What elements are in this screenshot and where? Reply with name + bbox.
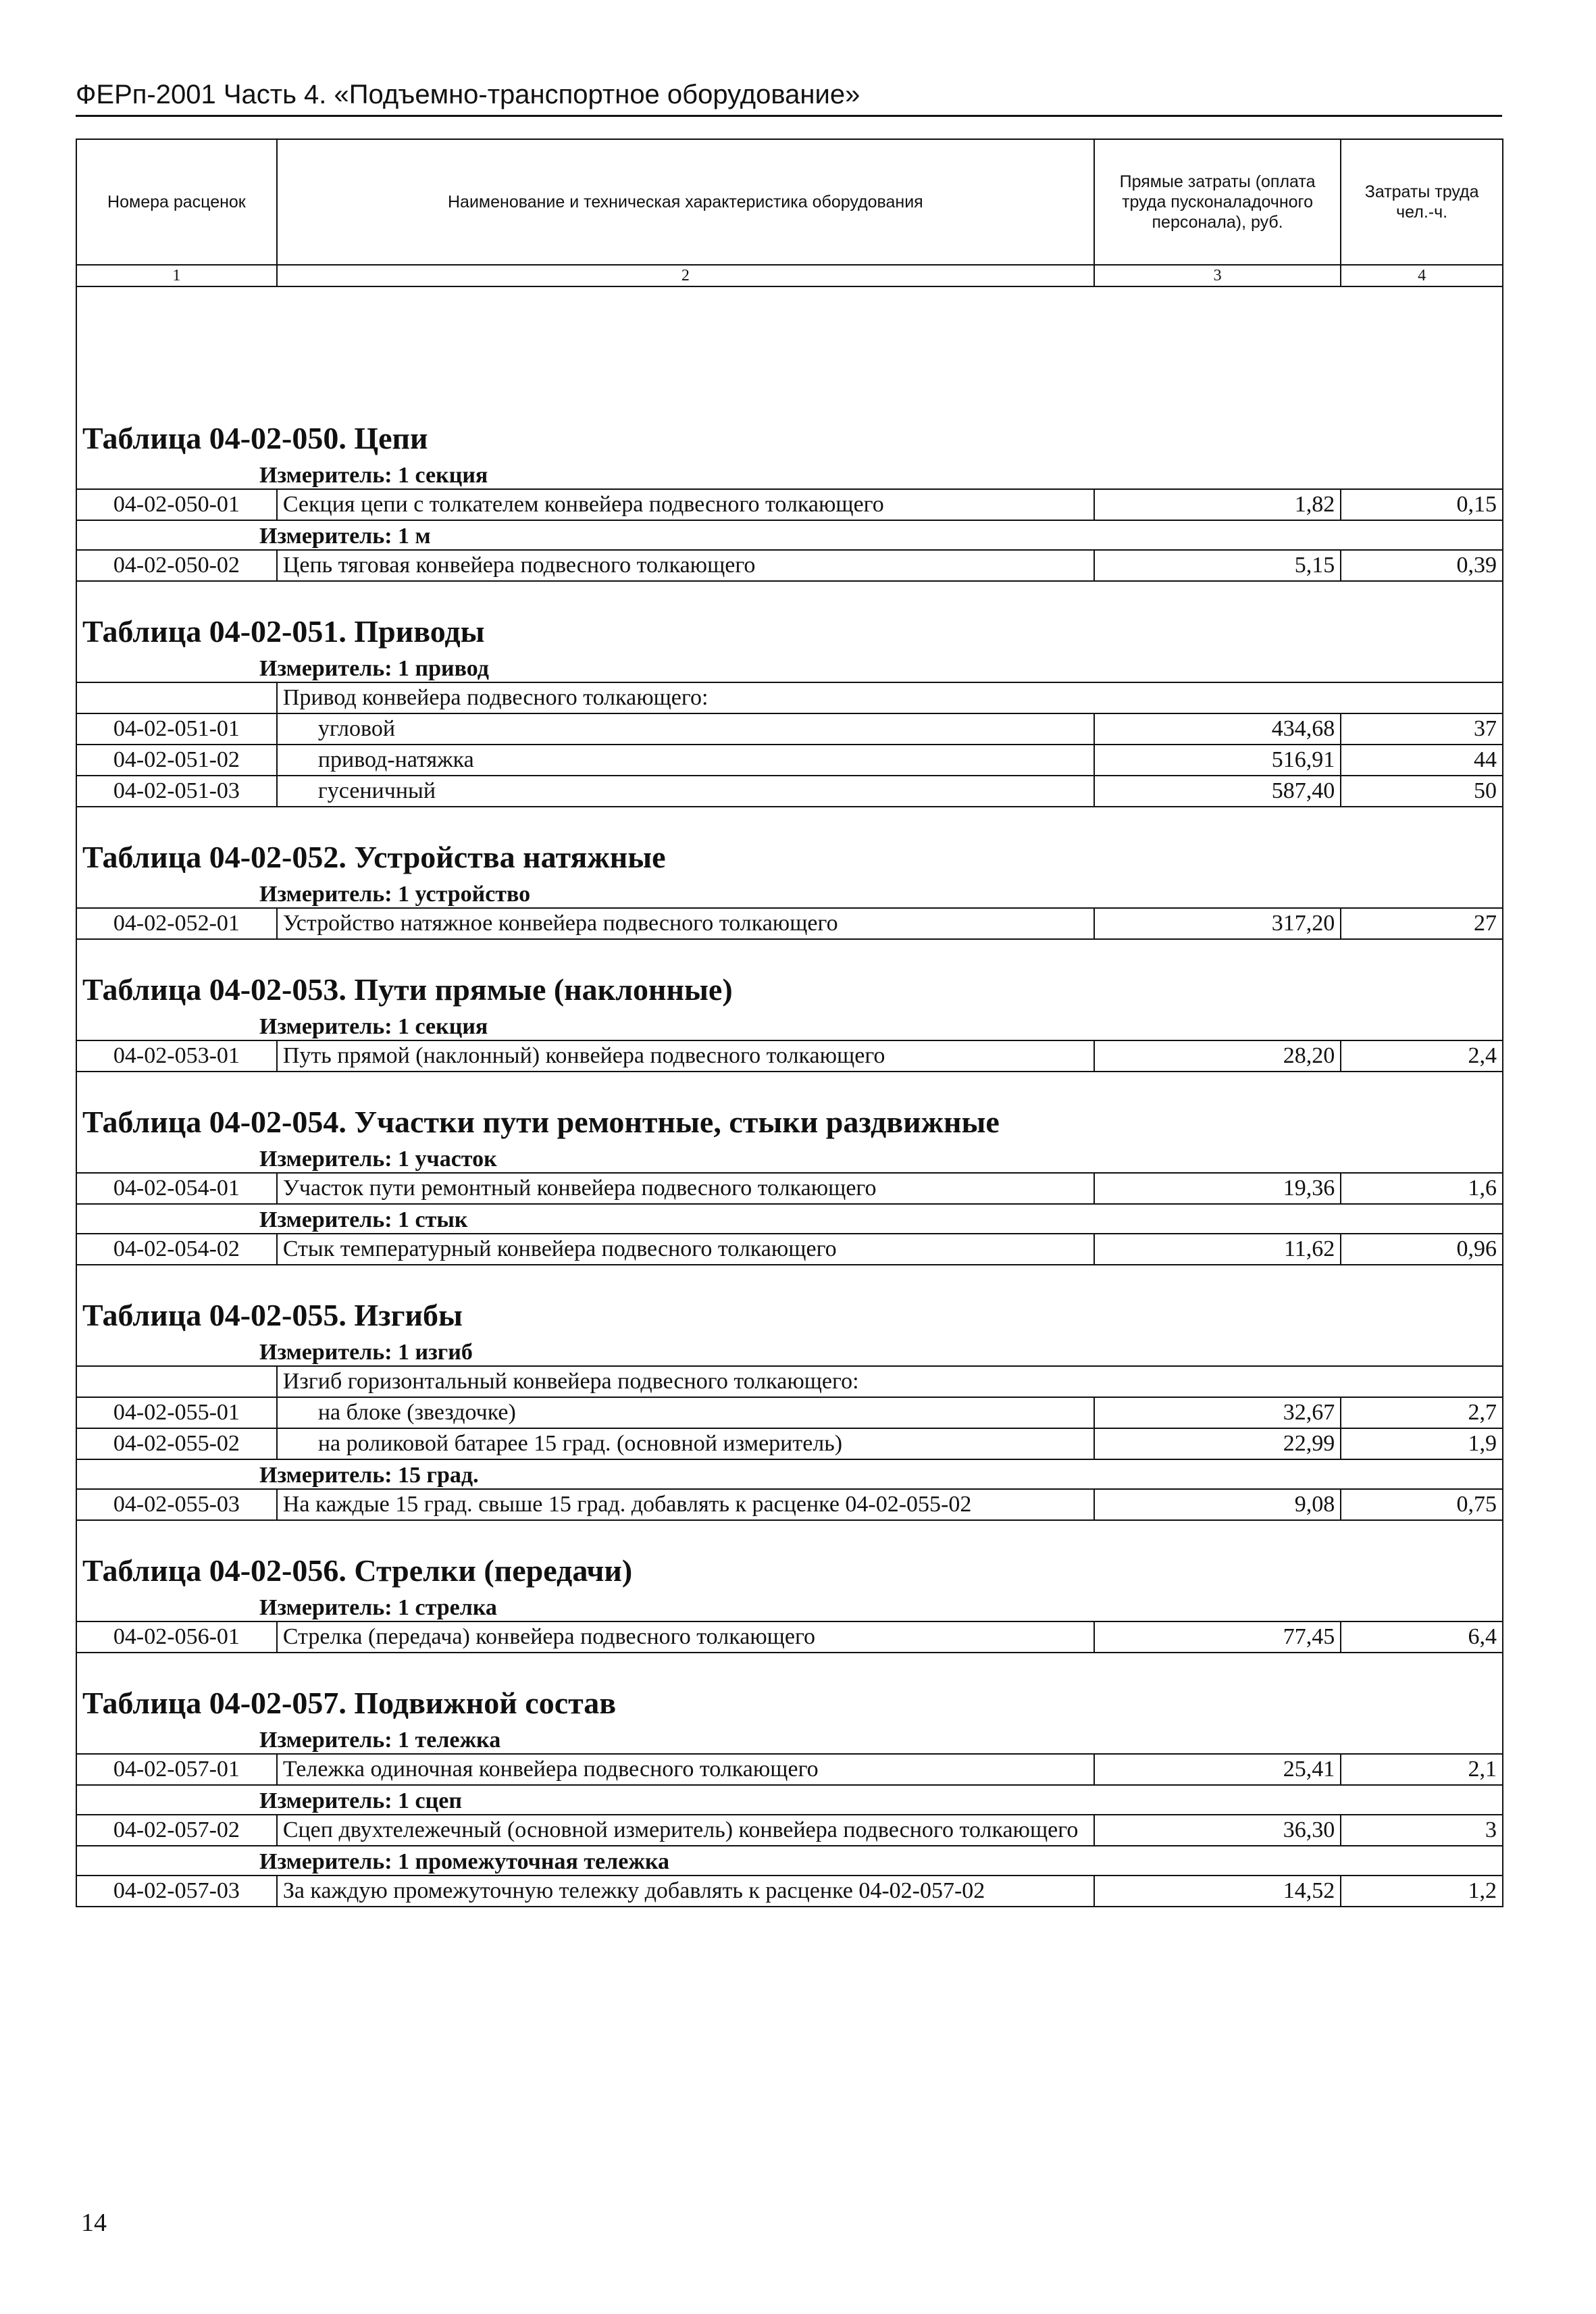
unit-label: Измеритель: 1 привод: [76, 653, 1503, 682]
rate-labor: 0,96: [1341, 1234, 1503, 1265]
table-row: [76, 908, 1503, 939]
section-title: Таблица 04-02-053. Пути прямые (наклонные): [76, 939, 1503, 1011]
rate-cost: 434,68: [1094, 713, 1341, 745]
table-row: [76, 1489, 1503, 1520]
rate-code: 04-02-051-01: [76, 713, 277, 745]
col-index: 1: [76, 265, 277, 286]
rate-cost: 317,20: [1094, 908, 1341, 939]
unit-row: [76, 1144, 1503, 1173]
rate-labor: 1,6: [1341, 1173, 1503, 1204]
group-label: Изгиб горизонтальный конвейера подвесного толкающего:: [277, 1366, 1503, 1397]
rate-labor: 3: [1341, 1815, 1503, 1846]
rate-labor: 2,7: [1341, 1397, 1503, 1428]
rate-labor: 0,15: [1341, 489, 1503, 520]
table-row: [76, 776, 1503, 807]
rate-name: на роликовой батарее 15 град. (основной измеритель): [277, 1428, 1094, 1459]
unit-row: [76, 460, 1503, 489]
rate-code: 04-02-057-02: [76, 1815, 277, 1846]
rate-cost: 5,15: [1094, 550, 1341, 581]
rate-code: 04-02-054-01: [76, 1173, 277, 1204]
group-row: [76, 682, 1503, 713]
rate-cost: 14,52: [1094, 1876, 1341, 1907]
table-row: [76, 1754, 1503, 1785]
rate-name: угловой: [277, 713, 1094, 745]
rate-name: на блоке (звездочке): [277, 1397, 1094, 1428]
unit-row: [76, 1846, 1503, 1876]
unit-row: [76, 1459, 1503, 1489]
rate-code: 04-02-054-02: [76, 1234, 277, 1265]
rate-cost: 1,82: [1094, 489, 1341, 520]
section-title: Таблица 04-02-055. Изгибы: [76, 1265, 1503, 1337]
section-title-row: [76, 1653, 1503, 1725]
section-title: Таблица 04-02-054. Участки пути ремонтные, стыки раздвижные: [76, 1072, 1503, 1144]
section-title-row: [76, 388, 1503, 460]
rate-code: 04-02-050-02: [76, 550, 277, 581]
rate-code: 04-02-055-02: [76, 1428, 277, 1459]
table-header-row: [76, 139, 1503, 265]
unit-label: Измеритель: 1 м: [76, 520, 1503, 550]
rate-labor: 1,9: [1341, 1428, 1503, 1459]
header-rule: [76, 115, 1502, 117]
section-title: Таблица 04-02-052. Устройства натяжные: [76, 807, 1503, 879]
rate-code: 04-02-051-02: [76, 745, 277, 776]
rate-code: 04-02-051-03: [76, 776, 277, 807]
rate-name: Путь прямой (наклонный) конвейера подвесного толкающего: [277, 1040, 1094, 1072]
rate-name: Тележка одиночная конвейера подвесного толкающего: [277, 1754, 1094, 1785]
rate-code: 04-02-053-01: [76, 1040, 277, 1072]
rate-labor: 27: [1341, 908, 1503, 939]
section-title-row: [76, 1520, 1503, 1592]
table-row: [76, 713, 1503, 745]
page-header: ФЕРп-2001 Часть 4. «Подъемно-транспортное оборудование»: [76, 80, 860, 109]
unit-row: [76, 1204, 1503, 1234]
rate-name: Секция цепи с толкателем конвейера подвесного толкающего: [277, 489, 1094, 520]
table-row: [76, 1876, 1503, 1907]
rate-labor: 1,2: [1341, 1876, 1503, 1907]
table-body: [76, 286, 1503, 1907]
rate-cost: 587,40: [1094, 776, 1341, 807]
section-title: Таблица 04-02-050. Цепи: [76, 388, 1503, 460]
rate-name: Стык температурный конвейера подвесного толкающего: [277, 1234, 1094, 1265]
section-title-row: [76, 1265, 1503, 1337]
rate-code: 04-02-057-03: [76, 1876, 277, 1907]
rate-name: На каждые 15 град. свыше 15 град. добавлять к расценке 04-02-055-02: [277, 1489, 1094, 1520]
unit-row: [76, 520, 1503, 550]
section-title-row: [76, 807, 1503, 879]
unit-label: Измеритель: 1 тележка: [76, 1725, 1503, 1754]
group-code-cell: [76, 682, 277, 713]
table-row: [76, 745, 1503, 776]
col-index: 4: [1341, 265, 1503, 286]
rate-labor: 50: [1341, 776, 1503, 807]
rate-code: 04-02-055-01: [76, 1397, 277, 1428]
table-row: [76, 1815, 1503, 1846]
rate-code: 04-02-057-01: [76, 1754, 277, 1785]
rate-name: Устройство натяжное конвейера подвесного толкающего: [277, 908, 1094, 939]
table-row: [76, 1040, 1503, 1072]
unit-label: Измеритель: 1 участок: [76, 1144, 1503, 1173]
table-row: [76, 1428, 1503, 1459]
rate-labor: 37: [1341, 713, 1503, 745]
rate-cost: 11,62: [1094, 1234, 1341, 1265]
unit-label: Измеритель: 1 устройство: [76, 879, 1503, 908]
rate-name: гусеничный: [277, 776, 1094, 807]
section-title-row: [76, 581, 1503, 653]
rate-name: Участок пути ремонтный конвейера подвесного толкающего: [277, 1173, 1094, 1204]
rate-name: За каждую промежуточную тележку добавлять к расценке 04-02-057-02: [277, 1876, 1094, 1907]
rates-table: [76, 139, 1503, 1907]
col-header-cost: Прямые затраты (оплата труда пусконаладочного персонала), руб.: [1094, 139, 1341, 265]
rate-labor: 44: [1341, 745, 1503, 776]
section-title-row: [76, 1072, 1503, 1144]
unit-row: [76, 1011, 1503, 1040]
rate-name: Цепь тяговая конвейера подвесного толкающего: [277, 550, 1094, 581]
section-title-row: [76, 939, 1503, 1011]
section-title: Таблица 04-02-056. Стрелки (передачи): [76, 1520, 1503, 1592]
rate-cost: 22,99: [1094, 1428, 1341, 1459]
unit-label: Измеритель: 1 промежуточная тележка: [76, 1846, 1503, 1876]
rate-labor: 2,1: [1341, 1754, 1503, 1785]
group-row: [76, 1366, 1503, 1397]
unit-row: [76, 1785, 1503, 1815]
unit-row: [76, 1592, 1503, 1621]
unit-row: [76, 879, 1503, 908]
rate-labor: 0,39: [1341, 550, 1503, 581]
rate-code: 04-02-052-01: [76, 908, 277, 939]
rate-code: 04-02-055-03: [76, 1489, 277, 1520]
rate-cost: 32,67: [1094, 1397, 1341, 1428]
unit-label: Измеритель: 1 секция: [76, 460, 1503, 489]
rate-cost: 19,36: [1094, 1173, 1341, 1204]
unit-label: Измеритель: 15 град.: [76, 1459, 1503, 1489]
rate-name: привод-натяжка: [277, 745, 1094, 776]
unit-row: [76, 653, 1503, 682]
rate-cost: 77,45: [1094, 1621, 1341, 1653]
rate-code: 04-02-050-01: [76, 489, 277, 520]
rate-cost: 9,08: [1094, 1489, 1341, 1520]
col-header-labor: Затраты труда чел.-ч.: [1341, 139, 1503, 265]
rate-name: Стрелка (передача) конвейера подвесного толкающего: [277, 1621, 1094, 1653]
unit-label: Измеритель: 1 секция: [76, 1011, 1503, 1040]
spacer-row: [76, 286, 1503, 388]
section-title: Таблица 04-02-057. Подвижной состав: [76, 1653, 1503, 1725]
col-index: 2: [277, 265, 1094, 286]
unit-row: [76, 1337, 1503, 1366]
column-index-row: [76, 265, 1503, 286]
unit-label: Измеритель: 1 изгиб: [76, 1337, 1503, 1366]
table-row: [76, 550, 1503, 581]
col-index: 3: [1094, 265, 1341, 286]
table-row: [76, 1234, 1503, 1265]
col-header-code: Номера расценок: [76, 139, 277, 265]
rate-cost: 28,20: [1094, 1040, 1341, 1072]
group-label: Привод конвейера подвесного толкающего:: [277, 682, 1503, 713]
rate-labor: 0,75: [1341, 1489, 1503, 1520]
rate-cost: 516,91: [1094, 745, 1341, 776]
unit-row: [76, 1725, 1503, 1754]
unit-label: Измеритель: 1 стрелка: [76, 1592, 1503, 1621]
rate-cost: 25,41: [1094, 1754, 1341, 1785]
table-row: [76, 1397, 1503, 1428]
table-row: [76, 1621, 1503, 1653]
section-title: Таблица 04-02-051. Приводы: [76, 581, 1503, 653]
rate-labor: 2,4: [1341, 1040, 1503, 1072]
rate-labor: 6,4: [1341, 1621, 1503, 1653]
table-row: [76, 489, 1503, 520]
rate-name: Сцеп двухтележечный (основной измеритель) конвейера подвесного толкающего: [277, 1815, 1094, 1846]
rate-code: 04-02-056-01: [76, 1621, 277, 1653]
group-code-cell: [76, 1366, 277, 1397]
rate-cost: 36,30: [1094, 1815, 1341, 1846]
col-header-name: Наименование и техническая характеристика оборудования: [277, 139, 1094, 265]
unit-label: Измеритель: 1 сцеп: [76, 1785, 1503, 1815]
page-number: 14: [81, 2209, 107, 2237]
table-row: [76, 1173, 1503, 1204]
unit-label: Измеритель: 1 стык: [76, 1204, 1503, 1234]
